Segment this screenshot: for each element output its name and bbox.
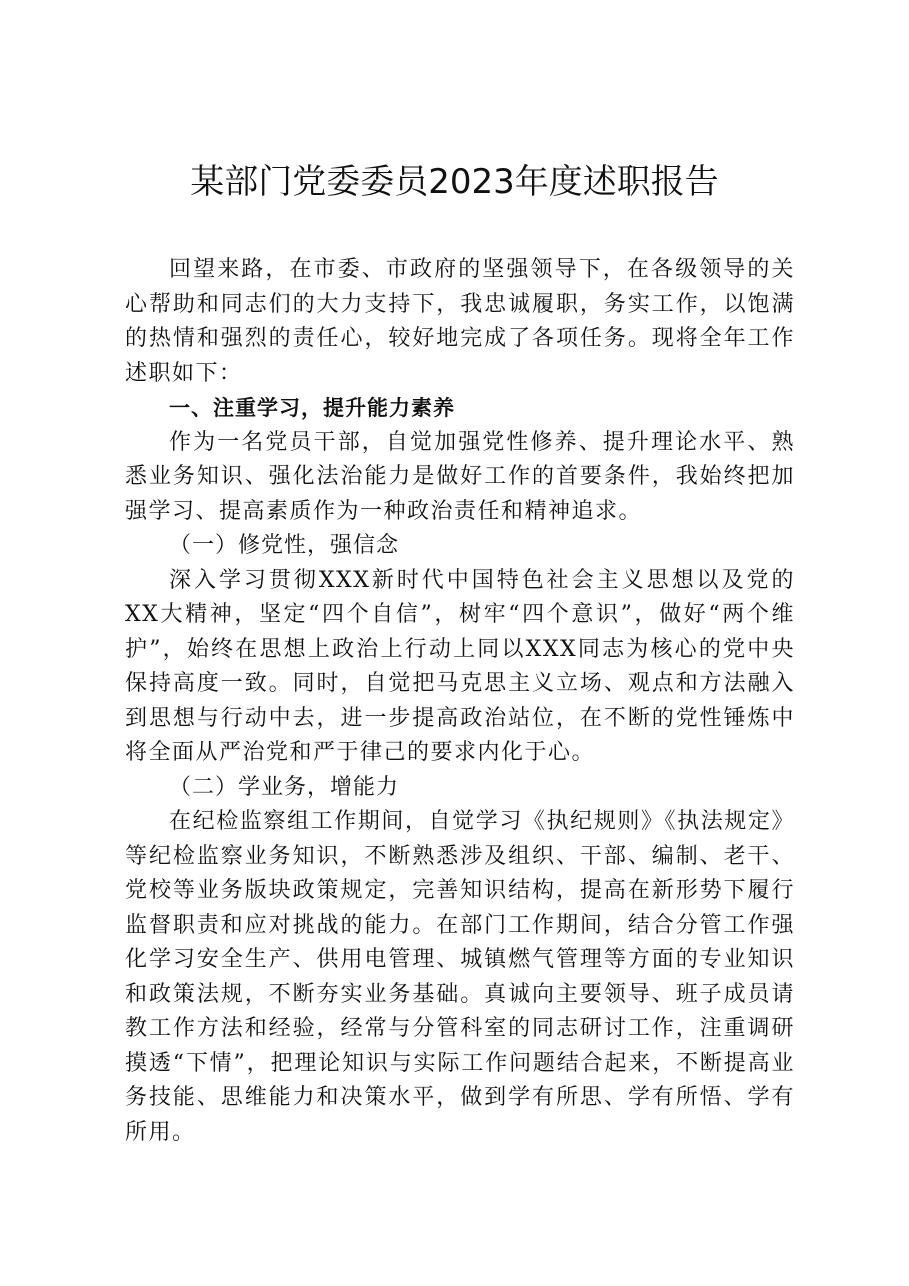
subsection-2-paragraph: 在纪检监察组工作期间，自觉学习《执纪规则》《执法规定》等纪检监察业务知识，不断熟悉涉及组织、干部、编制、老干、党校等业务版块政策规定，完善知识结构，提高在新形势下履行监督职责和应对挑战的能力。在部门工作期间，结合分管工作强化学习安全生产、供用电管理、城镇燃气管理等方面的专业知识和政策法规，不断夯实业务基础。真诚向主要领导、班子成员请教工作方法和经验，经常与分管科室的同志研讨工作，注重调研摸透“下情”，把理论知识与实际工作问题结合起来，不断提高业务技能、思维能力和决策水平，做到学有所思、学有所悟、学有所用。: [125, 809, 795, 1145]
subsection-heading-1: （一）修党性，强信念: [169, 533, 400, 558]
subsection-heading-2: （二）学业务，增能力: [169, 774, 400, 800]
subsection-1-paragraph: 深入学习贯彻XXX新时代中国特色社会主义思想以及党的XX大精神，坚定“四个自信”，树牢“四个意识”，做好“两个维护”，始终在思想上政治上行动上同以XXX同志为核心的党中央保持高度一致。同时，自觉把马克思主义立场、观点和方法融入到思想与行动中去，进一步提高政治站位，在不断的党性锤炼中将全面从严治党和严于律己的要求内化于心。: [125, 567, 795, 765]
section-1-paragraph: 作为一名党员干部，自觉加强党性修养、提升理论水平、熟悉业务知识、强化法治能力是做好工作的首要条件，我始终把加强学习、提高素质作为一种政治责任和精神追求。: [125, 429, 795, 524]
document-title: 某部门党委委员2023年度述职报告: [190, 162, 719, 202]
document-body: [125, 253, 795, 1150]
section-heading-1: 一、注重学习，提升能力素养: [169, 396, 455, 420]
intro-paragraph: 回望来路，在市委、市政府的坚强领导下，在各级领导的关心帮助和同志们的大力支持下，我忠诚履职，务实工作，以饱满的热情和强烈的责任心，较好地完成了各项任务。现将全年工作述职如下：: [125, 257, 795, 386]
